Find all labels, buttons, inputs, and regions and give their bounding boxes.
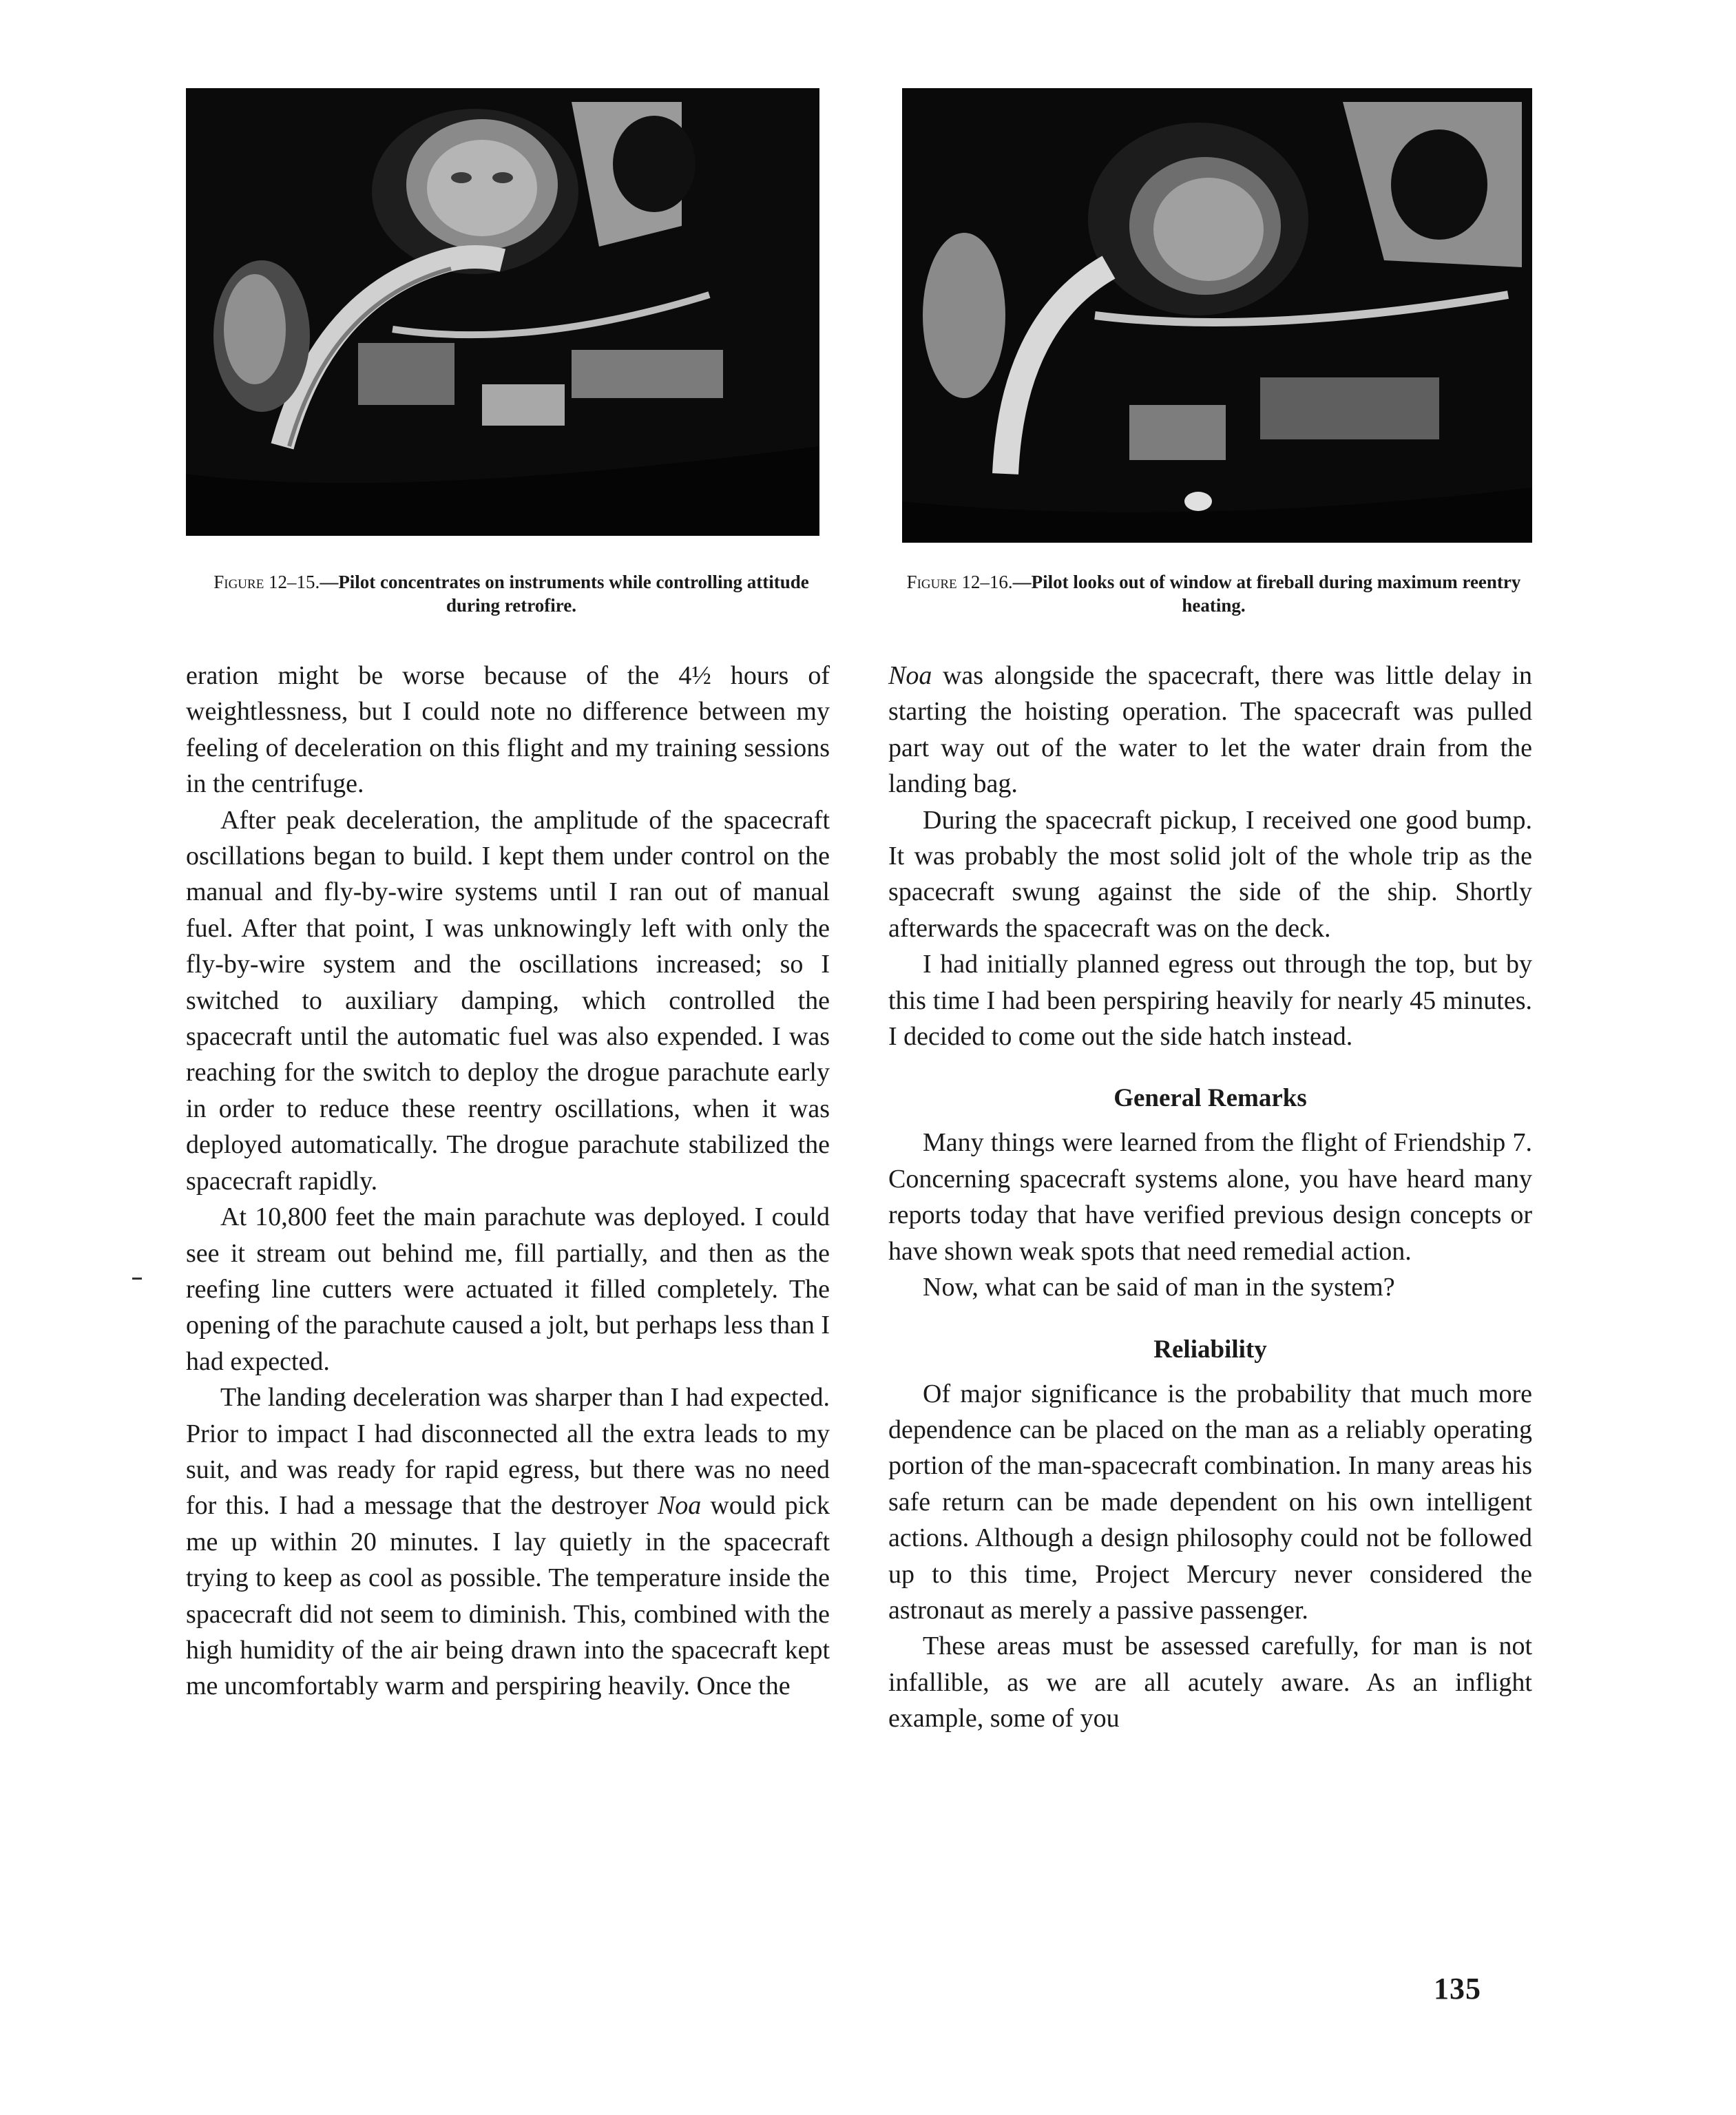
paragraph: I had initially planned egress out through the top, but by this time I had been perspiring heavily for nearly 45 minutes. I decided to come out the side hatch instead. [888,950,1532,1052]
paragraph [888,658,1532,802]
ship-name: Noa [888,661,932,690]
margin-mark [132,1278,142,1280]
astronaut-photo-retrofire [186,88,819,536]
paragraph: At 10,800 feet the main parachute was deployed. I could see it stream out behind me, fill partially, and then as the reefing line cutters were actuated it filled completely. The opening of the parachute caused a jolt, but perhaps less than I had expected. [186,1202,830,1376]
astronaut-photo-reentry [902,88,1532,543]
paragraph: Now, what can be said of man in the system? [923,1273,1395,1302]
paragraph: Many things were learned from the flight of Friendship 7. Concerning spacecraft systems alone, you have heard many reports today that have verified previous design concepts or have shown weak spots that need remedial action. [888,1128,1532,1266]
figure-caption-12-16 [895,570,1532,617]
paragraph-text: would pick me up within 20 minutes. I lay quietly in the spacecraft trying to keep as cool as possible. The temperature inside the spacecraft did not seem to diminish. This, combined with the high humidity of the air being drawn into the spacecraft kept me uncomfortably warm and perspiring heavily. Once the [186,1491,830,1701]
figure-caption-12-15 [196,570,826,617]
right-column-text [888,658,1532,1737]
left-column-text [186,658,830,1705]
section-heading-reliability: Reliability [1153,1335,1267,1364]
paragraph: eration might be worse because of the 4½ hours of weightlessness, but I could note no difference between my feeling of deceleration on this flight and my training sessions in the centrifuge. [186,661,830,799]
paragraph: Of major significance is the probability that much more dependence can be placed on the man as a reliably operating portion of the man-spacecraft combination. In many areas his safe return can be made dependent on his own intelligent actions. Although a design philosophy could not be followed up to this time, Project Mercury never considered the astronaut as merely a passive passenger. [888,1379,1532,1625]
figure-12-16-photo [902,88,1532,543]
paragraph: During the spacecraft pickup, I received one good bump. It was probably the most solid jolt of the whole trip as the spacecraft swung against the side of the ship. Shortly afterwards the spacecraft was on the deck. [888,805,1532,943]
paragraph-text: The landing deceleration was sharper than I had expected. Prior to impact I had disconnected all the extra leads to my suit, and was ready for rapid egress, but there was no need for this. I had a message that the destroyer [186,1383,830,1521]
paragraph-text: was alongside the spacecraft, there was little delay in starting the hoisting operation. The spacecraft was pulled part way out of the water to let the water drain from the landing bag. [888,661,1532,799]
figure-caption-text: —Pilot looks out of window at fireball during maximum reentry heating. [1012,572,1521,616]
section-heading-general-remarks: General Remarks [1113,1084,1307,1113]
figure-label: Figure 12–16. [906,572,1013,592]
figure-caption-text: —Pilot concentrates on instruments while controlling attitude during retrofire. [320,572,809,616]
paragraph [186,1379,830,1705]
ship-name: Noa [657,1491,702,1521]
paragraph: After peak deceleration, the amplitude of the spacecraft oscillations began to build. I kept them under control on the manual and fly-by-wire systems until I ran out of manual fuel. After that point, I was unknowingly left with only the fly-by-wire system and the oscillations increased; so I switched to auxiliary damping, which controlled the spacecraft until the automatic fuel was also expended. I was reaching for the switch to deploy the drogue parachute early in order to reduce these reentry oscillations, when it was deployed automatically. The drogue parachute stabilized the spacecraft rapidly. [186,805,830,1196]
page-number: 135 [1434,1972,1481,2005]
figure-label: Figure 12–15. [213,572,320,592]
paragraph: These areas must be assessed carefully, for man is not infallible, as we are all acutely aware. As an inflight example, some of you [888,1632,1532,1733]
figure-12-15-photo [186,88,819,536]
